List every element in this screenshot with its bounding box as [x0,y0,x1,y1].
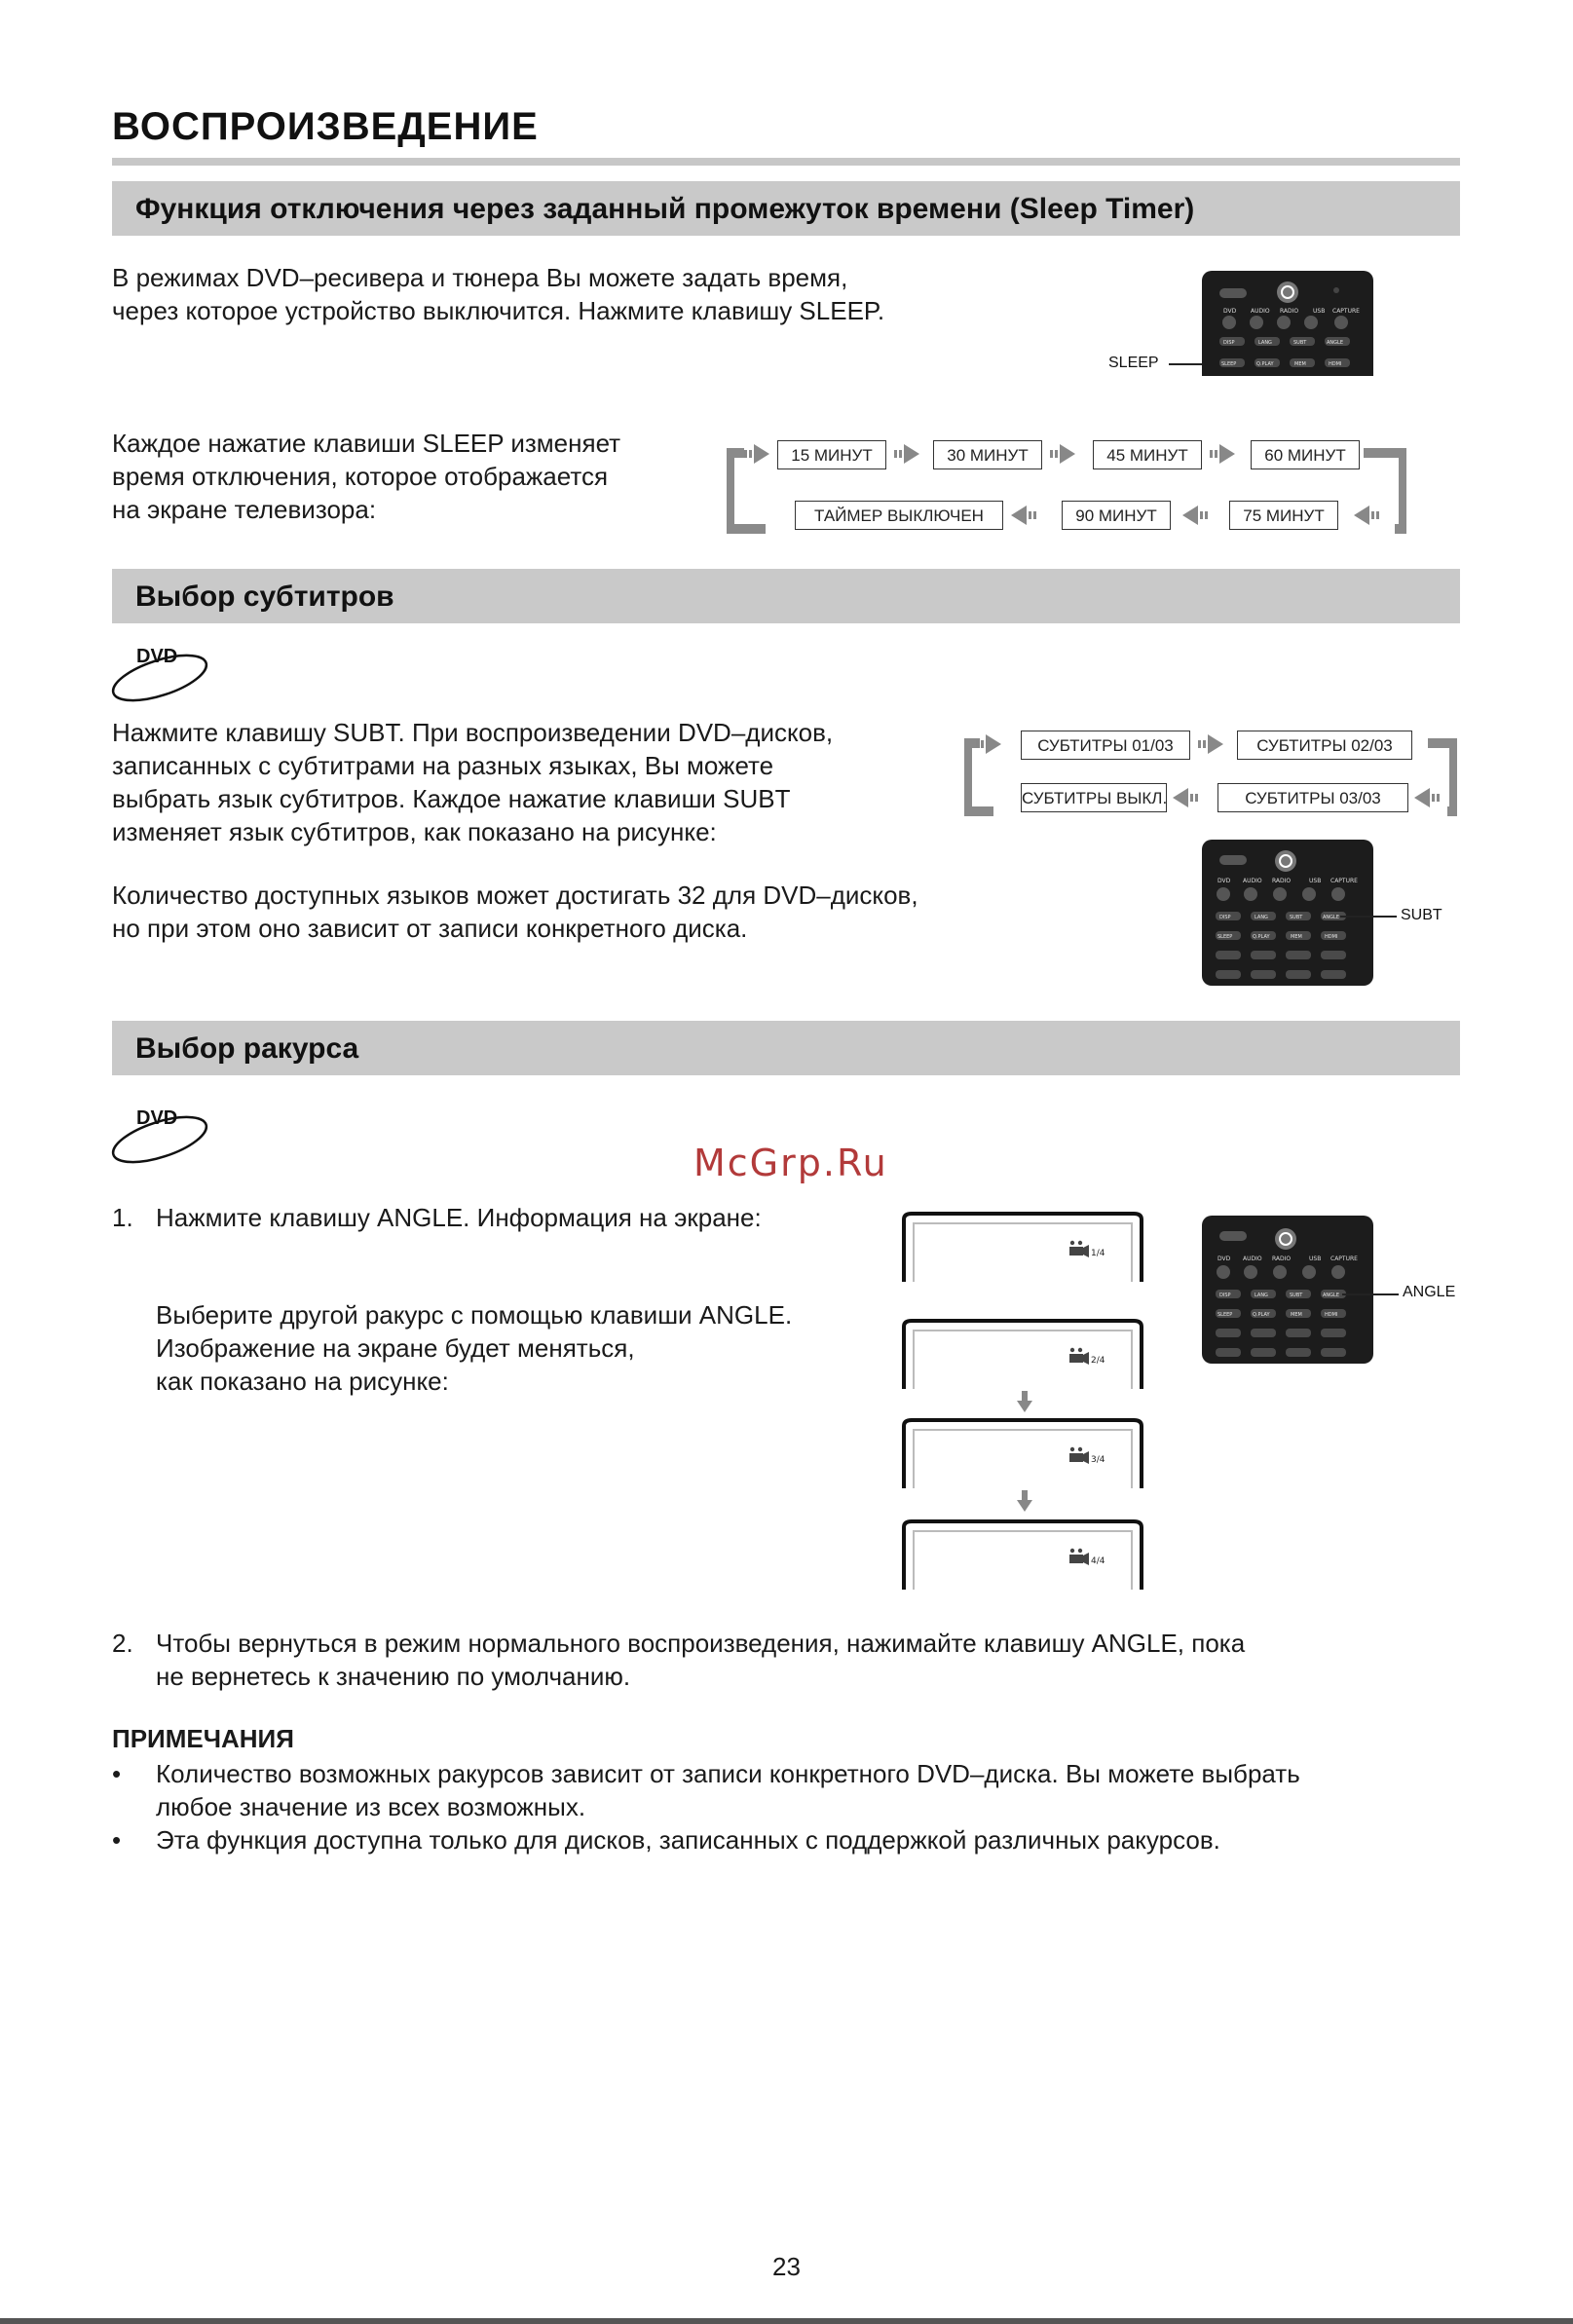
subtitle-cycle-diagram [960,729,1461,816]
callout-line [1342,1293,1399,1295]
flow-box: 90 МИНУТ [1062,501,1171,530]
flow-box: 75 МИНУТ [1229,501,1338,530]
text-line: Количество возможных ракурсов зависит от записи конкретного DVD–диска. Вы можете выбрать [156,1759,1300,1788]
angle-step2 [112,1627,1476,1691]
remote-label: ANGLE [1323,1293,1339,1298]
remote-label: ANGLE [1327,340,1343,346]
text-line: Нажмите клавишу SUBT. При воспроизведении DVD–дисков, [112,718,834,747]
callout-sleep: SLEEP [1108,355,1159,371]
arrow-left-icon [1173,788,1198,807]
section-heading-text: Выбор субтитров [135,581,394,613]
angle-indicator: 3/4 [1091,1455,1105,1465]
step-text: Нажмите клавишу ANGLE. Информация на экране: [156,1203,762,1232]
remote-label: HDMI [1325,934,1338,940]
remote-label: Q.PLAY [1253,1312,1270,1318]
sleep-cycle-paragraph [112,427,620,526]
dvd-logo-icon [109,643,210,703]
flow-box: СУБТИТРЫ 01/03 [1021,731,1190,760]
bullet-icon: • [112,1825,122,1855]
remote-label: SLEEP [1221,361,1237,367]
remote-label: LANG [1258,340,1272,346]
remote-label: USB [1313,308,1326,315]
flow-box: 60 МИНУТ [1251,440,1360,469]
dvd-logo-icon [109,1105,210,1165]
remote-label: MEM [1291,1312,1302,1318]
dvd-logo-text: DVD [136,1107,178,1129]
title-divider [112,158,1460,166]
remote-label: SLEEP [1217,1312,1233,1318]
section-heading-text: Функция отключения через заданный промежуток времени (Sleep Timer) [135,193,1195,225]
flow-box: 15 МИНУТ [777,440,886,469]
remote-label: USB [1309,1256,1322,1262]
remote-label: SUBT [1293,340,1307,346]
section-heading-text: Выбор ракурса [135,1032,359,1065]
angle-indicator: 4/4 [1091,1556,1105,1566]
remote-label: DVD [1217,1256,1231,1262]
arrow-right-icon [744,444,769,464]
arrow-right-icon [1050,444,1075,464]
remote-label: HDMI [1325,1312,1338,1318]
remote-control-angle-image [1200,1214,1375,1366]
tv-screen-icon [902,1418,1143,1488]
remote-label: RADIO [1272,1256,1292,1262]
text-line: Каждое нажатие клавиши SLEEP изменяет [112,429,621,458]
tv-screen-icon [902,1212,1143,1282]
text-line: через которое устройство выключится. Нажмите клавишу SLEEP. [112,296,885,325]
callout-line [1340,916,1397,918]
remote-control-subt-image [1200,838,1375,986]
flow-box: 30 МИНУТ [933,440,1042,469]
angle-step1 [112,1201,762,1234]
dvd-logo-text: DVD [136,646,178,667]
remote-label: DISP [1219,915,1231,920]
notes-heading: ПРИМЕЧАНИЯ [112,1724,294,1753]
watermark-text: McGrp.Ru [693,1142,888,1184]
remote-label: Q.PLAY [1253,934,1270,940]
arrow-right-icon [1198,734,1223,754]
text-line: изменяет язык субтитров, как показано на рисунке: [112,817,717,846]
page-bottom-border [0,2318,1573,2324]
bullet-icon: • [112,1759,122,1788]
callout-subt: SUBT [1401,907,1442,923]
text-line: на экране телевизора: [112,495,377,524]
arrow-right-icon [976,734,1001,754]
remote-control-sleep-image [1200,269,1375,376]
text-line: любое значение из всех возможных. [156,1792,586,1821]
arrow-left-icon [1414,788,1440,807]
text-line: Эта функция доступна только для дисков, записанных с поддержкой различных ракурсов. [156,1825,1220,1855]
remote-label: CAPTURE [1330,1256,1358,1262]
remote-label: RADIO [1280,308,1299,315]
callout-angle: ANGLE [1403,1284,1456,1300]
remote-label: RADIO [1272,878,1292,884]
remote-label: SUBT [1290,1293,1303,1298]
text-line: Количество доступных языков может достигать 32 для DVD–дисков, [112,881,918,910]
tv-screen-icon [902,1319,1143,1389]
remote-label: MEM [1291,934,1302,940]
subtitle-note-paragraph [112,879,918,945]
remote-label: LANG [1255,1293,1268,1298]
remote-label: ANGLE [1323,915,1339,920]
callout-line [1169,363,1202,365]
remote-label: AUDIO [1243,878,1262,884]
flow-box: СУБТИТРЫ ВЫКЛ. [1021,783,1167,812]
text-line: В режимах DVD–ресивера и тюнера Вы можете задать время, [112,263,848,292]
text-line: Чтобы вернуться в режим нормального воспроизведения, нажимайте клавишу ANGLE, пока [156,1629,1246,1658]
arrow-down-icon [1017,1391,1032,1412]
remote-label: HDMI [1329,361,1342,367]
text-line: записанных с субтитрами на разных языках, Вы можете [112,751,774,780]
arrow-left-icon [1354,506,1379,525]
sleep-intro-paragraph [112,261,884,327]
arrow-right-icon [894,444,919,464]
remote-label: USB [1309,878,1322,884]
flow-box: ТАЙМЕР ВЫКЛЮЧЕН [795,501,1003,530]
remote-label: DISP [1219,1293,1231,1298]
page-number: 23 [772,2252,801,2281]
remote-label: CAPTURE [1332,308,1360,315]
remote-label: DISP [1223,340,1235,346]
angle-screens-diagram [902,1212,1147,1592]
section-heading-sleep-timer [112,181,1460,236]
section-heading-subtitles [112,569,1460,623]
remote-label: CAPTURE [1330,878,1358,884]
remote-label: SLEEP [1217,934,1233,940]
step-number: 1. [112,1203,133,1232]
tv-screen-icon [902,1519,1143,1590]
section-heading-angle [112,1021,1460,1075]
flow-box: 45 МИНУТ [1093,440,1202,469]
subtitle-paragraph [112,716,833,848]
arrow-down-icon [1017,1490,1032,1512]
flow-box: СУБТИТРЫ 02/03 [1237,731,1412,760]
remote-label: AUDIO [1243,1256,1262,1262]
sleep-timer-cycle-diagram [721,436,1412,534]
remote-label: Q.PLAY [1256,361,1274,367]
text-line: но при этом оно зависит от записи конкретного диска. [112,914,748,943]
remote-label: DVD [1217,878,1231,884]
remote-label: DVD [1223,308,1237,315]
angle-step1-detail [156,1298,792,1398]
remote-label: MEM [1294,361,1306,367]
remote-label: LANG [1255,915,1268,920]
arrow-left-icon [1182,506,1208,525]
text-line: Выберите другой ракурс с помощью клавиши ANGLE. [156,1300,793,1330]
flow-box: СУБТИТРЫ 03/03 [1217,783,1408,812]
text-line: не вернетесь к значению по умолчанию. [156,1662,631,1691]
text-line: время отключения, которое отображается [112,462,609,491]
page-title: ВОСПРОИЗВЕДЕНИЕ [112,105,539,148]
text-line: выбрать язык субтитров. Каждое нажатие клавиши SUBT [112,784,791,813]
step-number: 2. [112,1629,133,1658]
text-line: как показано на рисунке: [156,1367,449,1396]
text-line: Изображение на экране будет меняться, [156,1333,635,1363]
arrow-left-icon [1011,506,1036,525]
remote-label: SUBT [1290,915,1303,920]
arrow-right-icon [1210,444,1235,464]
remote-label: AUDIO [1251,308,1270,315]
angle-indicator: 2/4 [1091,1356,1105,1366]
angle-indicator: 1/4 [1091,1249,1105,1258]
